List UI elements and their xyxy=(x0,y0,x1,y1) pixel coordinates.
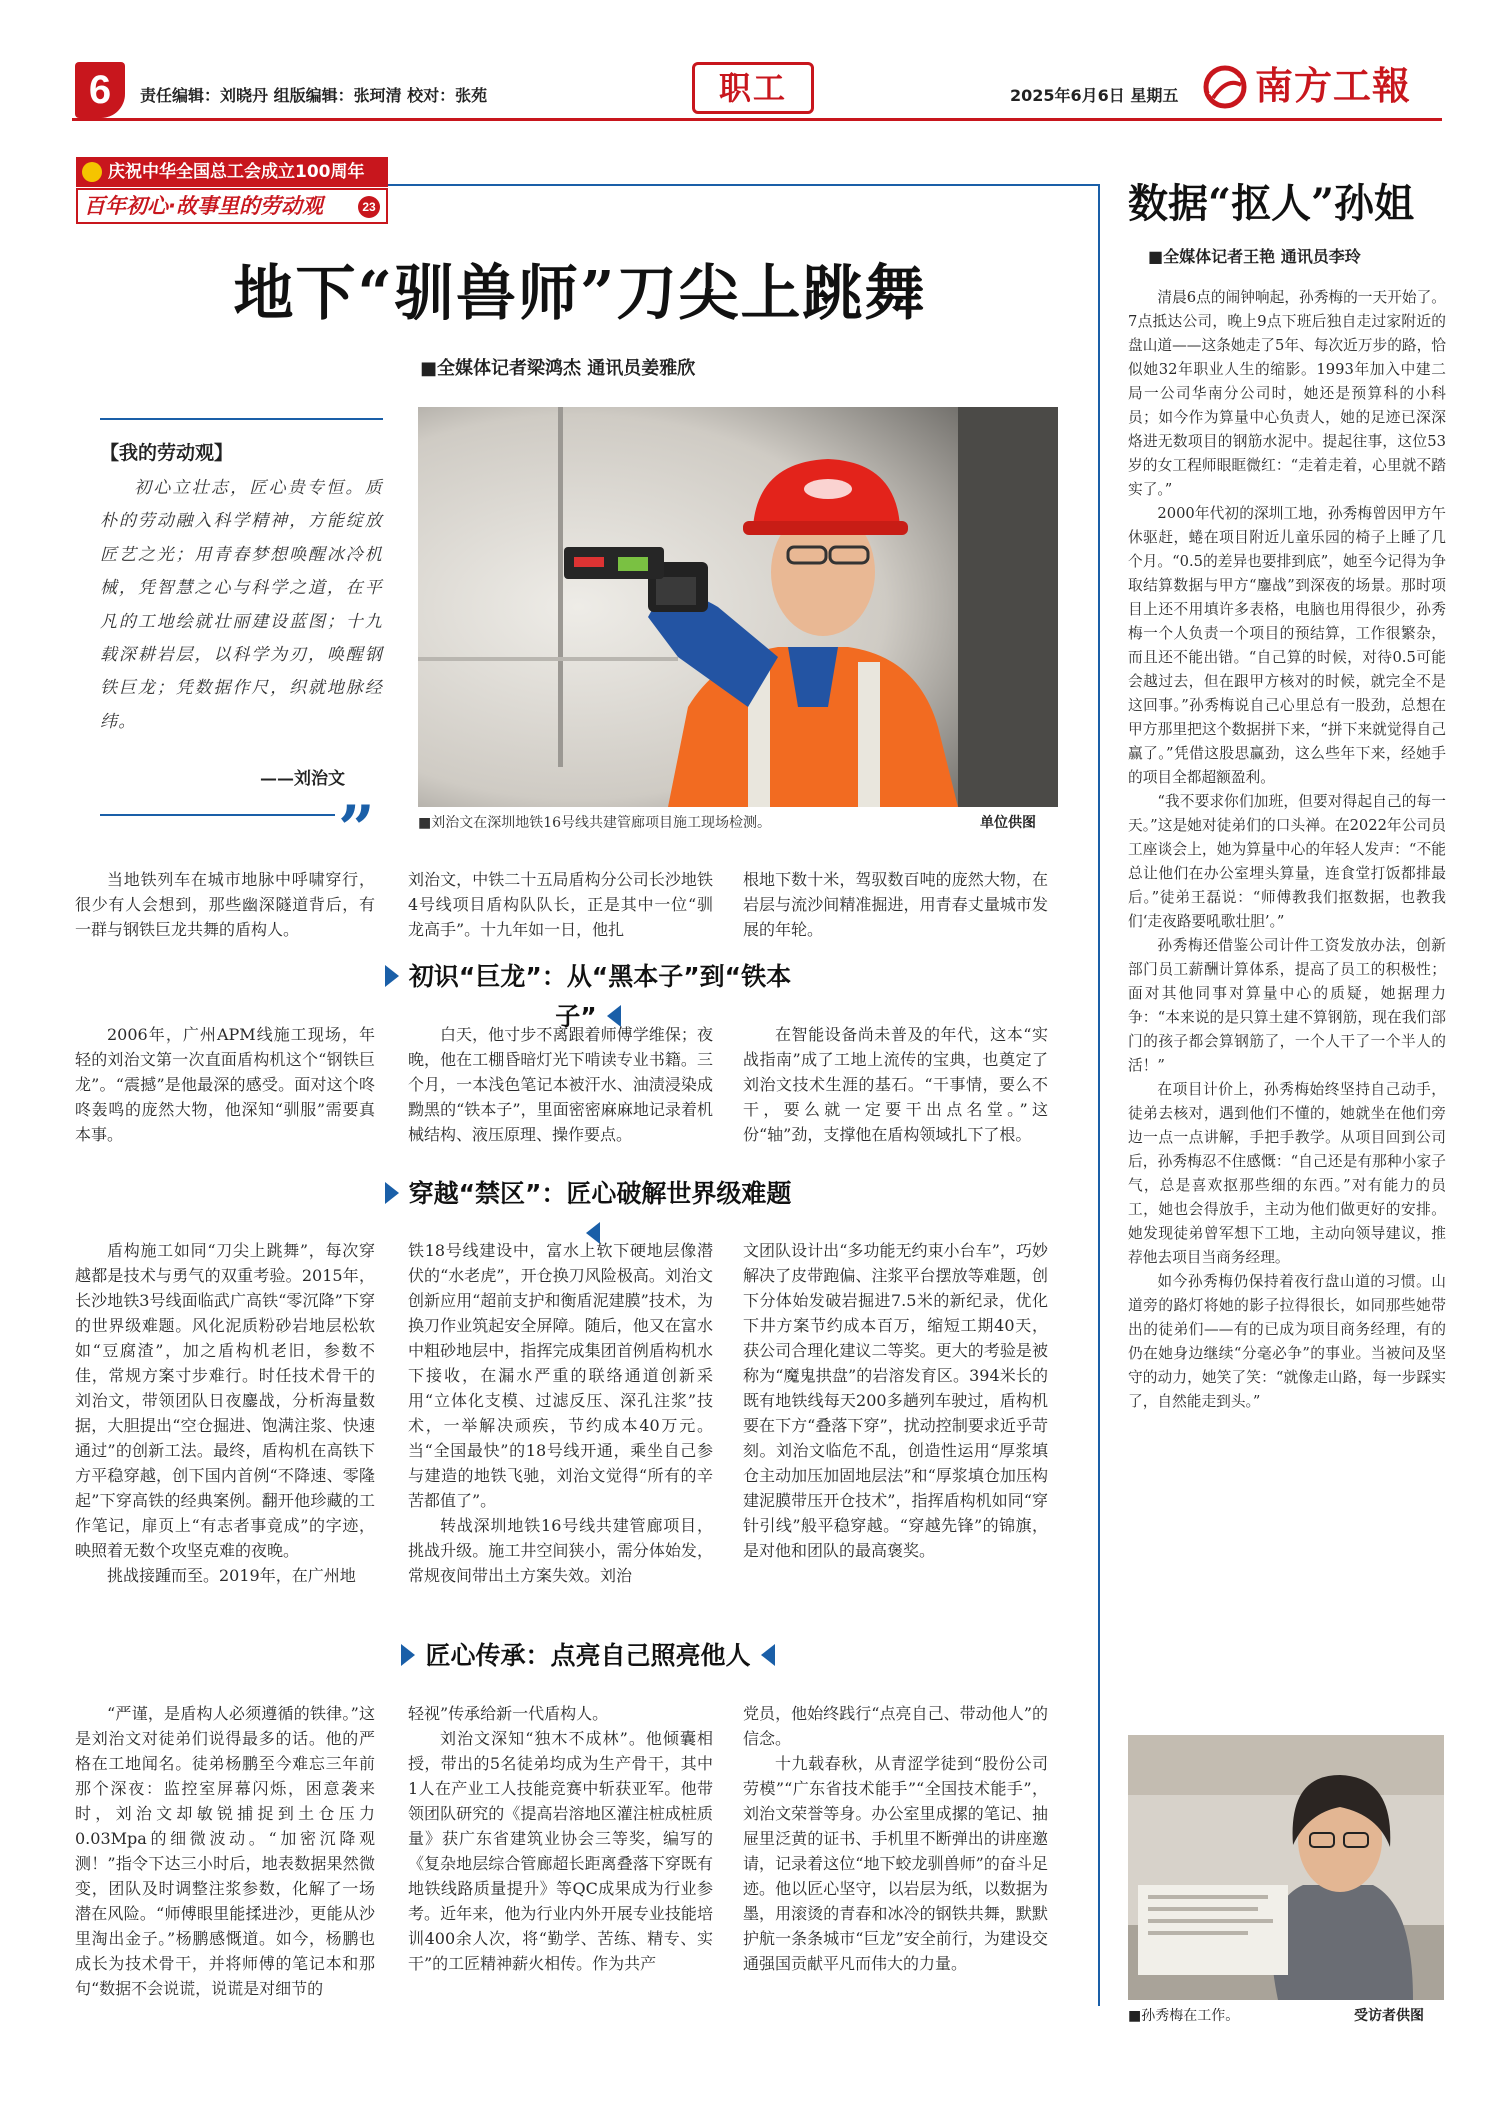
s3-col1 xyxy=(75,1701,375,2001)
s1-col2-para: 白天，他寸步不离跟着师傅学维保；夜晚，他在工棚昏暗灯光下啃读专业书籍。三个月，一本浅色笔记本被汗水、油渍浸染成黝黑的“铁本子”，里面密密麻麻地记录着机械结构、液压原理、操作要点。 xyxy=(408,1025,713,1144)
side-article-body xyxy=(1128,286,1446,1414)
side-para-2: 2000年代初的深圳工地，孙秀梅曾因甲方午休驱赶，蜷在项目附近儿童乐园的椅子上睡了几个月。“0.5的差异也要排到底”，她至今记得为争取结算数据与甲方“鏖战”到深夜的场景。那时项目上还不用填许多表格，电脑也用得很少，孙秀梅一个人负责一个项目的预结算，工作很繁杂，而且还不能出错。“自己算的时候，对待0.5可能会越过去，但在跟甲方核对的时候，就完全不是这回事。”孙秀梅说自己心里总有一股劲，总想在甲方那里把这个数据拼下来，“拼下来就觉得自己赢了。”凭借这股思赢劲，这么些年下来，经她手的项目全都超额盈利。 xyxy=(1128,505,1446,786)
s3-col3-para-2: 十九载春秋，从青涩学徒到“股份公司劳模”“广东省技术能手”“全国技术能手”，刘治文荣誉等身。办公室里成摞的笔记、抽屉里泛黄的证书、手机里不断弹出的讲座邀请，记录着这位“地下蛟龙驯兽师”的奋斗足迹。他以匠心坚守，以岩层为纸，以数据为墨，用滚烫的青春和冰冷的钢铁共舞，默默护航一条条城市“巨龙”安全前行，为建设交通强国贡献平凡而伟大的力量。 xyxy=(743,1754,1048,1973)
side-para-6: 如今孙秀梅仍保持着夜行盘山道的习惯。山道旁的路灯将她的影子拉得很长，如同那些她带出的徒弟们——有的已成为项目商务经理，有的仍在她身边继续“分毫必争”的事业。当被问及坚守的动力，她笑了笑：“就像走山路，每一步踩实了，自然能走到头。” xyxy=(1128,1273,1446,1410)
s2-col3 xyxy=(743,1238,1048,1563)
main-photo-caption: ■刘治文在深圳地铁16号线共建管廊项目施工现场检测。 xyxy=(418,815,772,831)
main-article-frame-right xyxy=(1098,184,1100,2006)
intro-col2 xyxy=(408,867,713,942)
section-heading-2-text: 穿越“禁区”：匠心破解世界级难题 xyxy=(408,1179,792,1208)
s2-col1-para-1: 盾构施工如同“刀尖上跳舞”，每次穿越都是技术与勇气的双重考验。2015年，长沙地铁3号线面临武广高铁“零沉降”下穿的世界级难题。风化泥质粉砂岩地层松软如“豆腐渣”，加之盾构机老旧，参数不佳，常规方案寸步难行。时任技术骨干的刘治文，带领团队日夜鏖战，分析海量数据，大胆提出“空仓掘进、饱满注浆、快速通过”的创新工法。最终，盾构机在高铁下方平稳穿越，创下国内首例“不降速、零隆起”下穿高铁的经典案例。翻开他珍藏的工作笔记，扉页上“有志者事竟成”的字迹，映照着无数个攻坚克难的夜晚。 xyxy=(75,1241,375,1560)
s3-col2-para-1: 轻视”传承给新一代盾构人。 xyxy=(408,1704,609,1723)
side-para-5: 在项目计价上，孙秀梅始终坚持自己动手，徒弟去核对，遇到他们不懂的，她就坐在他们旁边一点一点讲解，手把手教学。从项目回到公司后，孙秀梅忍不住感慨：“自己还是有那种小家子气，总是喜欢抠那些细的东西。”对有能力的员工，她也会得放手，主动为他们做更好的安排。她发现徒弟曾军想下工地，主动向领导建议，推荐他去项目当商务经理。 xyxy=(1128,1081,1446,1266)
s3-col2-para-2: 刘治文深知“独木不成林”。他倾囊相授，带出的5名徒弟均成为生产骨干，其中1人在产业工人技能竞赛中斩获亚军。他带领团队研究的《提高岩溶地区灌注桩成桩质量》获广东省建筑业协会三等奖，编写的《复杂地层综合管廊超长距离叠落下穿既有地铁线路质量提升》等QC成果成为行业参考。近年来，他为行业内外开展专业技能培训400余人次，将“勤学、苦练、精专、实干”的工匠精神薪火相传。作为共产 xyxy=(408,1729,713,1973)
s3-col1-para: “严谨，是盾构人必须遵循的铁律。”这是刘治文对徒弟们说得最多的话。他的严格在工地闻名。徒弟杨鹏至今难忘三年前那个深夜：监控室屏幕闪烁，困意袭来时，刘治文却敏锐捕捉到土仓压力0.03Mpa的细微波动。“加密沉降观测！”指令下达三小时后，地表数据果然微变，团队及时调整注浆参数，化解了一场潜在风险。“师傅眼里能揉进沙，更能从沙里淘出金子。”杨鹏感慨道。如今，杨鹏也成长为技术骨干，并将师傅的笔记本和那句“数据不会说谎，说谎是对细节的 xyxy=(75,1704,375,1998)
s1-col1-para: 2006年，广州APM线施工现场，年轻的刘治文第一次直面盾构机这个“钢铁巨龙”。“震撼”是他最深的感受。面对这个咚咚轰鸣的庞然大物，他深知“驯服”需要真本事。 xyxy=(75,1025,375,1144)
s2-col2-para-1: 铁18号线建设中，富水上软下硬地层像潜伏的“水老虎”，开仓换刀风险极高。刘治文创新应用“超前支护和衡盾泥建膜”技术，为换刀作业筑起安全屏障。随后，他又在富水中粗砂地层中，指挥完成集团首例盾构机水下接收，在漏水严重的联络通道创新采用“立体化支模、过滤反压、深孔注浆”技术，一举解决顽疾，节约成本40万元。当“全国最快”的18号线开通，乘坐自己参与建造的地铁飞驰，刘治文觉得“所有的辛苦都值了”。 xyxy=(408,1241,713,1510)
s1-col1 xyxy=(75,1022,375,1147)
main-article-frame xyxy=(388,184,1100,186)
section-heading-1-text: 初识“巨龙”：从“黑本子”到“铁本子” xyxy=(408,962,792,1031)
newspaper-logo xyxy=(1203,62,1443,112)
main-byline: ■全媒体记者梁鸿杰 通讯员姜雅欣 xyxy=(420,358,696,379)
s2-col1-para-2: 挑战接踵而至。2019年，在广州地 xyxy=(107,1566,356,1585)
s1-col3-para: 在智能设备尚未普及的年代，这本“实战指南”成了工地上流传的宝典，也奠定了刘治文技术生涯的基石。“干事情，要么不干，要么就一定要干出点名堂。”这份“轴”劲，支撑他在盾构领域扎下了根。 xyxy=(743,1025,1048,1144)
s2-col2 xyxy=(408,1238,713,1588)
editor-line: 责任编辑：刘晓丹 组版编辑：张珂清 校对：张苑 xyxy=(140,86,488,105)
arrow-right-icon xyxy=(385,1182,399,1204)
quote-mark-icon: ” xyxy=(338,792,375,867)
header-rule xyxy=(72,118,1442,121)
main-photo-credit: 单位供图 xyxy=(980,815,1036,831)
logo-text: 南方工報 xyxy=(1255,63,1412,108)
s2-col1 xyxy=(75,1238,375,1588)
section-title: 职工 xyxy=(718,69,787,107)
side-photo-credit: 受访者供图 xyxy=(1354,2008,1424,2024)
side-para-3: “我不要求你们加班，但要对得起自己的每一天。”这是她对徒弟们的口头禅。在2022年公司员工座谈会上，她为算量中心的年轻人发声：“不能总让他们在办公室埋头算量，连食堂打饭都排最后。”徒弟王磊说：“师傅教我们抠数据，也教我们‘走夜路要吼歌壮胆’。” xyxy=(1128,793,1446,930)
section-heading-3 xyxy=(378,1636,798,1676)
banner-line1: 庆祝中华全国总工会成立100周年 xyxy=(108,162,365,182)
side-article-byline: ■全媒体记者王艳 通讯员李玲 xyxy=(1148,247,1361,266)
main-headline: 地下“驯兽师”刀尖上跳舞 xyxy=(233,259,927,329)
s3-col3 xyxy=(743,1701,1048,1976)
quote-box-text: 初心立壮志，匠心贵专恒。质朴的劳动融入科学精神，方能绽放匠艺之光；用青春梦想唤醒冰冷机械，凭智慧之心与科学之道，在平凡的工地绘就壮丽建设蓝图；十九载深耕岩层，以科学为刃，唤醒钢铁巨龙；凭数据作尺，织就地脉经纬。 xyxy=(100,478,383,732)
intro-para-1: 当地铁列车在城市地脉中呼啸穿行，很少有人会想到，那些幽深隧道背后，有一群与钢铁巨龙共舞的盾构人。 xyxy=(75,870,375,939)
issue-date: 2025年6月6日 星期五 xyxy=(1010,86,1179,105)
s2-col2-para-2: 转战深圳地铁16号线共建管廊项目，挑战升级。施工井空间狭小，需分体始发，常规夜间带出土方案失效。刘治 xyxy=(408,1516,713,1585)
quote-box-title: 【我的劳动观】 xyxy=(100,442,234,464)
arrow-right-icon xyxy=(401,1644,415,1666)
s1-col3 xyxy=(743,1022,1048,1147)
section-heading-1 xyxy=(378,957,798,1031)
s3-col3-para-1: 党员，他始终践行“点亮自己、带动他人”的信念。 xyxy=(743,1704,1048,1748)
side-photo xyxy=(1128,1735,1444,2000)
side-para-1: 清晨6点的闹钟响起，孙秀梅的一天开始了。7点抵达公司，晚上9点下班后独自走过家附近的盘山道——这条她走了5年、每次近万步的路，恰似她32年职业人生的缩影。1993年加入中建二局一公司华南分公司时，她还是预算科的小科员；如今作为算量中心负责人，她的足迹已深深烙进无数项目的钢筋水泥中。提起往事，这位53岁的女工程师眼眶微红：“走着走着，心里就不踏实了。” xyxy=(1128,289,1446,498)
intro-col3 xyxy=(743,867,1048,942)
side-article-title: 数据“抠人”孙姐 xyxy=(1128,180,1415,227)
arrow-right-icon xyxy=(385,965,399,987)
section-heading-2 xyxy=(378,1174,798,1214)
series-banner xyxy=(76,188,388,224)
page-number: 6 xyxy=(88,68,112,112)
worker-inspecting-photo xyxy=(418,407,1058,807)
logo-swirl-icon xyxy=(1203,65,1247,109)
intro-col1 xyxy=(75,867,375,942)
page-number-badge xyxy=(75,62,125,118)
quote-box-author: ——刘治文 xyxy=(260,769,345,789)
intro-para-3: 根地下数十米，驾驭数百吨的庞然大物，在岩层与流沙间精准掘进，用青春丈量城市发展的年轮。 xyxy=(743,870,1048,939)
s2-col3-para: 文团队设计出“多功能无约束小台车”，巧妙解决了皮带跑偏、注浆平台摆放等难题，创下分体始发破岩掘进7.5米的新纪录，优化下井方案节约成本百万，缩短工期40天，获公司合理化建议二等奖。更大的考验是被称为“魔鬼拱盘”的岩溶发育区。394米长的既有地铁线每天200多趟列车驶过，盾构机要在下方“叠落下穿”，扰动控制要求近乎苛刻。刘治文临危不乱，创造性运用“厚浆填仓主动加压加固地层法”和“厚浆填仓加压构建泥膜带压开仓技术”，指挥盾构机如同“穿针引线”般平稳穿越。“穿越先锋”的锦旗，是对他和团队的最高褒奖。 xyxy=(743,1241,1048,1560)
series-title: 百年初心·故事里的劳动观 xyxy=(84,194,323,218)
intro-para-2: 刘治文，中铁二十五局盾构分公司长沙地铁4号线项目盾构队队长，正是其中一位“驯龙高手”。十九年如一日，他扎 xyxy=(408,870,713,939)
quote-box-rule xyxy=(100,418,383,420)
s1-col2 xyxy=(408,1022,713,1147)
section-badge xyxy=(692,62,814,114)
section-heading-3-text: 匠心传承：点亮自己照亮他人 xyxy=(425,1641,751,1670)
woman-at-desk-photo xyxy=(1128,1735,1444,2000)
arrow-left-icon xyxy=(761,1644,775,1666)
side-para-4: 孙秀梅还借鉴公司计件工资发放办法，创新部门员工薪酬计算体系，提高了员工的积极性；面对其他同事对算量中心的质疑，她据理力争：“本来说的是只算土建不算钢筋，现在我们部门的孩子都会算钢筋了，一个人干了一个半人的活！” xyxy=(1128,937,1446,1074)
union-emblem-icon xyxy=(82,162,102,182)
episode-number: 23 xyxy=(358,196,380,218)
main-photo xyxy=(418,407,1058,807)
side-photo-caption: ■孙秀梅在工作。 xyxy=(1128,2008,1240,2024)
s3-col2 xyxy=(408,1701,713,1976)
anniversary-banner xyxy=(76,157,388,187)
quote-box-bottom-rule xyxy=(100,814,335,816)
